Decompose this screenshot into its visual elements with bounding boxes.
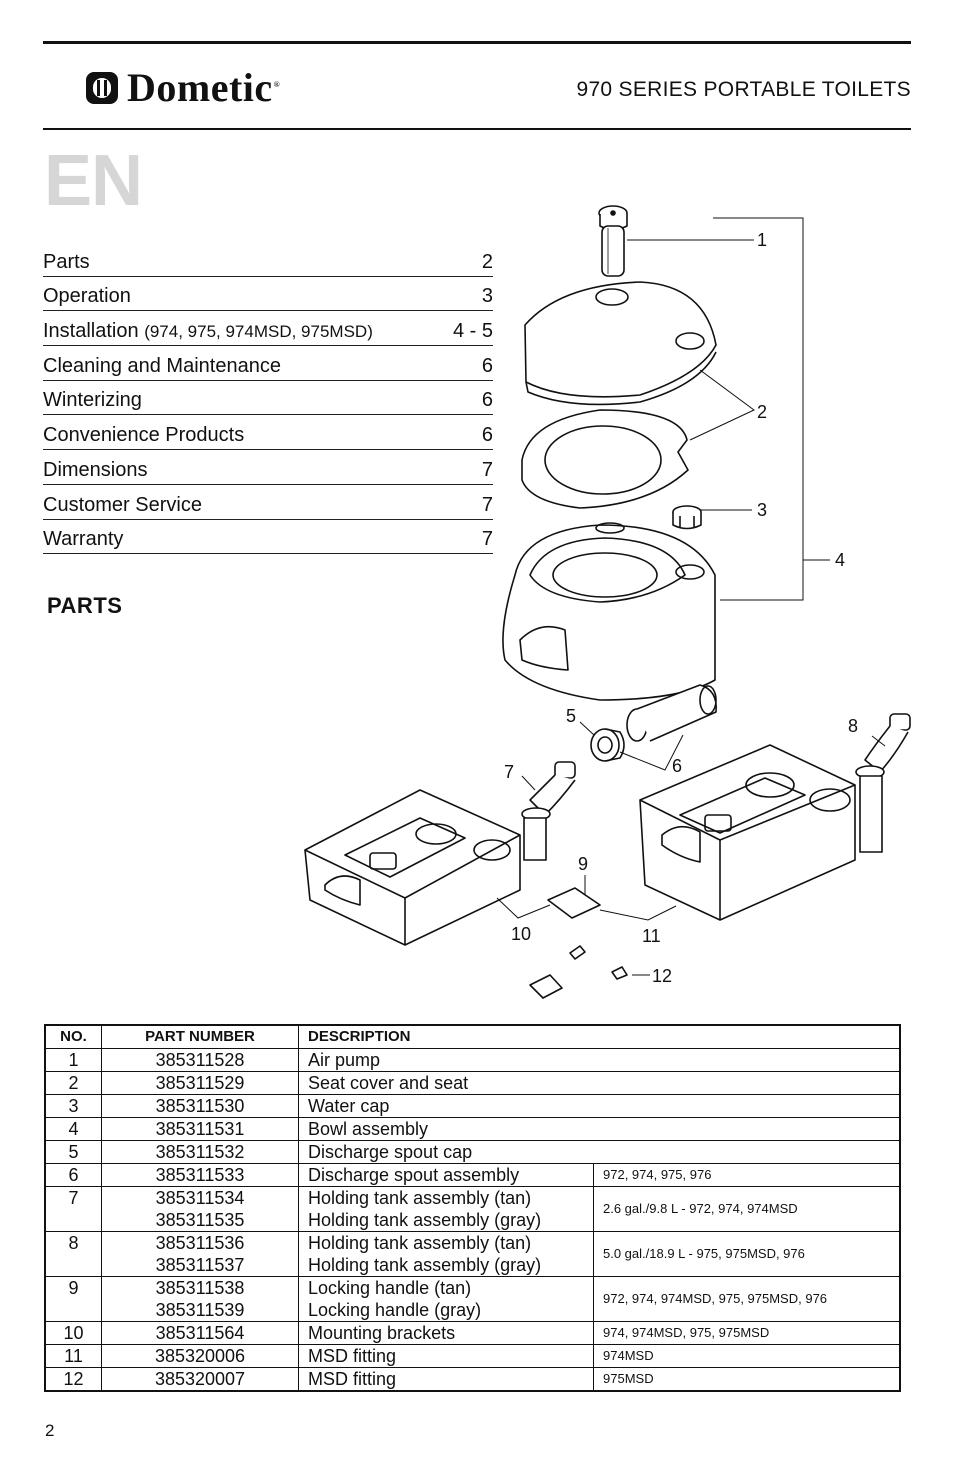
- table-row: [45, 1049, 900, 1072]
- description-cell: [299, 1277, 594, 1322]
- part-note: 974, 974MSD, 975, 975MSD: [594, 1322, 901, 1345]
- dometic-logo-icon: [85, 71, 119, 105]
- toc-title: [43, 389, 142, 412]
- table-row: [45, 1095, 900, 1118]
- toc-page: 6: [481, 424, 493, 447]
- part-number: 385311531: [155, 1119, 245, 1139]
- discharge-cap-part: [591, 729, 624, 761]
- table-header-row: [45, 1025, 900, 1049]
- part-description: Holding tank assembly (tan): [308, 1233, 532, 1253]
- table-row: [45, 1322, 900, 1345]
- toc-title: [43, 528, 123, 551]
- callout-4: 4: [835, 550, 846, 570]
- toc-page: 6: [481, 389, 493, 412]
- toc-title-text: Operation: [43, 285, 131, 308]
- part-number: 385320007: [154, 1369, 246, 1389]
- part-no: 1: [45, 1049, 102, 1072]
- callout-2: 2: [757, 402, 768, 422]
- part-description: Seat cover and seat: [308, 1073, 469, 1093]
- series-title: 970 SERIES PORTABLE TOILETS: [576, 78, 911, 101]
- callout-3: 3: [757, 500, 768, 520]
- toc-title-text: Convenience Products: [43, 424, 245, 447]
- toc-title: [43, 459, 147, 482]
- msd-fitting-12-part: [856, 714, 910, 852]
- callout-5: 5: [566, 706, 577, 726]
- description-cell: [299, 1232, 594, 1277]
- toc-title-text: Installation: [43, 320, 139, 343]
- description-cell: [299, 1187, 594, 1232]
- part-description: MSD fitting: [308, 1346, 397, 1366]
- description-cell: [299, 1049, 901, 1072]
- part-no: 5: [45, 1141, 102, 1164]
- part-no: 12: [45, 1368, 102, 1392]
- part-note: 975MSD: [594, 1368, 901, 1392]
- part-number: 385311530: [155, 1096, 245, 1116]
- toc-page: 2: [481, 250, 493, 273]
- part-description: Holding tank assembly (gray): [308, 1210, 542, 1230]
- callout-6: 6: [672, 756, 683, 776]
- toc-title-text: Cleaning and Maintenance: [43, 354, 281, 377]
- part-number-cell: [102, 1095, 299, 1118]
- part-number-cell: [102, 1322, 299, 1345]
- toc-title-text: Parts: [43, 250, 90, 273]
- description-cell: [299, 1322, 594, 1345]
- top-rule: [43, 41, 911, 44]
- part-number: 385311528: [155, 1050, 245, 1070]
- table-row: [45, 1345, 900, 1368]
- water-cap-part: [673, 506, 701, 529]
- callout-9: 9: [578, 854, 589, 874]
- table-row: [45, 1118, 900, 1141]
- toc-title: [43, 494, 202, 517]
- toc-page: 7: [481, 493, 493, 516]
- part-no: 4: [45, 1118, 102, 1141]
- part-no: 7: [45, 1187, 102, 1232]
- toc-page: 3: [481, 285, 493, 308]
- callout-11: 11: [642, 926, 661, 946]
- part-number: 385311537: [155, 1255, 245, 1275]
- callout-12: 12: [652, 966, 673, 986]
- header-part-number: PART NUMBER: [102, 1025, 299, 1049]
- dometic-logo: Dometic®: [85, 66, 280, 110]
- parts-diagram: [290, 195, 930, 1005]
- part-description: Discharge spout cap: [308, 1142, 473, 1162]
- table-row: [45, 1368, 900, 1392]
- part-number: 385311538: [155, 1278, 245, 1298]
- description-cell: [299, 1164, 594, 1187]
- part-number-cell: [102, 1118, 299, 1141]
- table-row: [45, 1164, 900, 1187]
- locking-handle-part: [548, 888, 600, 918]
- part-description: Air pump: [308, 1050, 381, 1070]
- page-number: 2: [45, 1421, 55, 1440]
- callout-8: 8: [848, 716, 859, 736]
- toc-page: 6: [481, 354, 493, 377]
- part-number: 385311564: [155, 1323, 245, 1343]
- part-description: Water cap: [308, 1096, 390, 1116]
- part-number: 385311536: [155, 1233, 245, 1253]
- toc-title: [43, 355, 281, 378]
- header-no: NO.: [45, 1025, 102, 1049]
- part-number: 385311532: [155, 1142, 245, 1162]
- part-number: 385311535: [155, 1210, 245, 1230]
- brand-name: Dometic: [127, 65, 273, 110]
- part-description: Holding tank assembly (gray): [308, 1255, 542, 1275]
- part-number: 385320006: [154, 1346, 246, 1366]
- table-row: [45, 1277, 900, 1322]
- part-no: 6: [45, 1164, 102, 1187]
- part-no: 8: [45, 1232, 102, 1277]
- header-rule: [43, 128, 911, 130]
- description-cell: [299, 1141, 901, 1164]
- part-number-cell: [102, 1345, 299, 1368]
- section-heading: PARTS: [47, 593, 123, 618]
- toc-title-text: Dimensions: [43, 458, 148, 481]
- part-description: MSD fitting: [308, 1369, 397, 1389]
- toc-title: [43, 285, 131, 308]
- part-no: 3: [45, 1095, 102, 1118]
- part-description: Locking handle (gray): [308, 1300, 482, 1320]
- mounting-brackets-part: [530, 946, 627, 998]
- part-no: 9: [45, 1277, 102, 1322]
- table-row: [45, 1187, 900, 1232]
- callout-7: 7: [504, 762, 515, 782]
- part-number: 385311539: [155, 1300, 245, 1320]
- seat-cover-part: [525, 282, 716, 404]
- toc-title: [43, 251, 90, 274]
- holding-tank-small-part: [305, 790, 520, 945]
- part-number: 385311529: [155, 1073, 245, 1093]
- bowl-assembly-part: [503, 523, 715, 700]
- part-number-cell: [102, 1232, 299, 1277]
- header-description: DESCRIPTION: [299, 1025, 901, 1049]
- toc-page: 7: [481, 458, 493, 481]
- part-number-cell: [102, 1164, 299, 1187]
- table-row: [45, 1072, 900, 1095]
- part-description: Discharge spout assembly: [308, 1165, 520, 1185]
- part-note: 972, 974, 975, 976: [594, 1164, 901, 1187]
- part-note: 974MSD: [594, 1345, 901, 1368]
- table-row: [45, 1141, 900, 1164]
- toc-page: 7: [481, 528, 493, 551]
- part-no: 2: [45, 1072, 102, 1095]
- description-cell: [299, 1072, 901, 1095]
- air-pump-part: [599, 206, 627, 276]
- msd-fitting-11-part: [522, 762, 575, 860]
- toc-title-text: Customer Service: [43, 493, 202, 516]
- part-no: 10: [45, 1322, 102, 1345]
- part-number-cell: [102, 1072, 299, 1095]
- toc-title-models: (974, 975, 974MSD, 975MSD): [144, 322, 373, 342]
- part-description: Holding tank assembly (tan): [308, 1188, 532, 1208]
- part-number-cell: [102, 1368, 299, 1392]
- part-number-cell: [102, 1277, 299, 1322]
- seat-ring-part: [522, 410, 688, 508]
- description-cell: [299, 1118, 901, 1141]
- description-cell: [299, 1368, 594, 1392]
- description-cell: [299, 1095, 901, 1118]
- part-number: 385311534: [155, 1188, 245, 1208]
- part-description: Bowl assembly: [308, 1119, 429, 1139]
- part-note: 5.0 gal./18.9 L - 975, 975MSD, 976: [594, 1232, 901, 1277]
- part-note: 972, 974, 974MSD, 975, 975MSD, 976: [594, 1277, 901, 1322]
- parts-table: [44, 1024, 901, 1392]
- toc-title-text: Winterizing: [43, 389, 142, 412]
- callout-1: 1: [757, 230, 768, 250]
- part-description: Mounting brackets: [308, 1323, 456, 1343]
- part-description: Locking handle (tan): [308, 1278, 472, 1298]
- toc-page: 4 - 5: [452, 320, 493, 343]
- toc-title: [43, 424, 244, 447]
- part-number-cell: [102, 1187, 299, 1232]
- part-number-cell: [102, 1141, 299, 1164]
- part-no: 11: [45, 1345, 102, 1368]
- language-code: EN: [44, 141, 143, 221]
- table-row: [45, 1232, 900, 1277]
- toc-title-text: Warranty: [43, 528, 124, 551]
- callout-10: 10: [511, 924, 532, 944]
- description-cell: [299, 1345, 594, 1368]
- part-note: 2.6 gal./9.8 L - 972, 974, 974MSD: [594, 1187, 901, 1232]
- part-number: 385311533: [155, 1165, 245, 1185]
- part-number-cell: [102, 1049, 299, 1072]
